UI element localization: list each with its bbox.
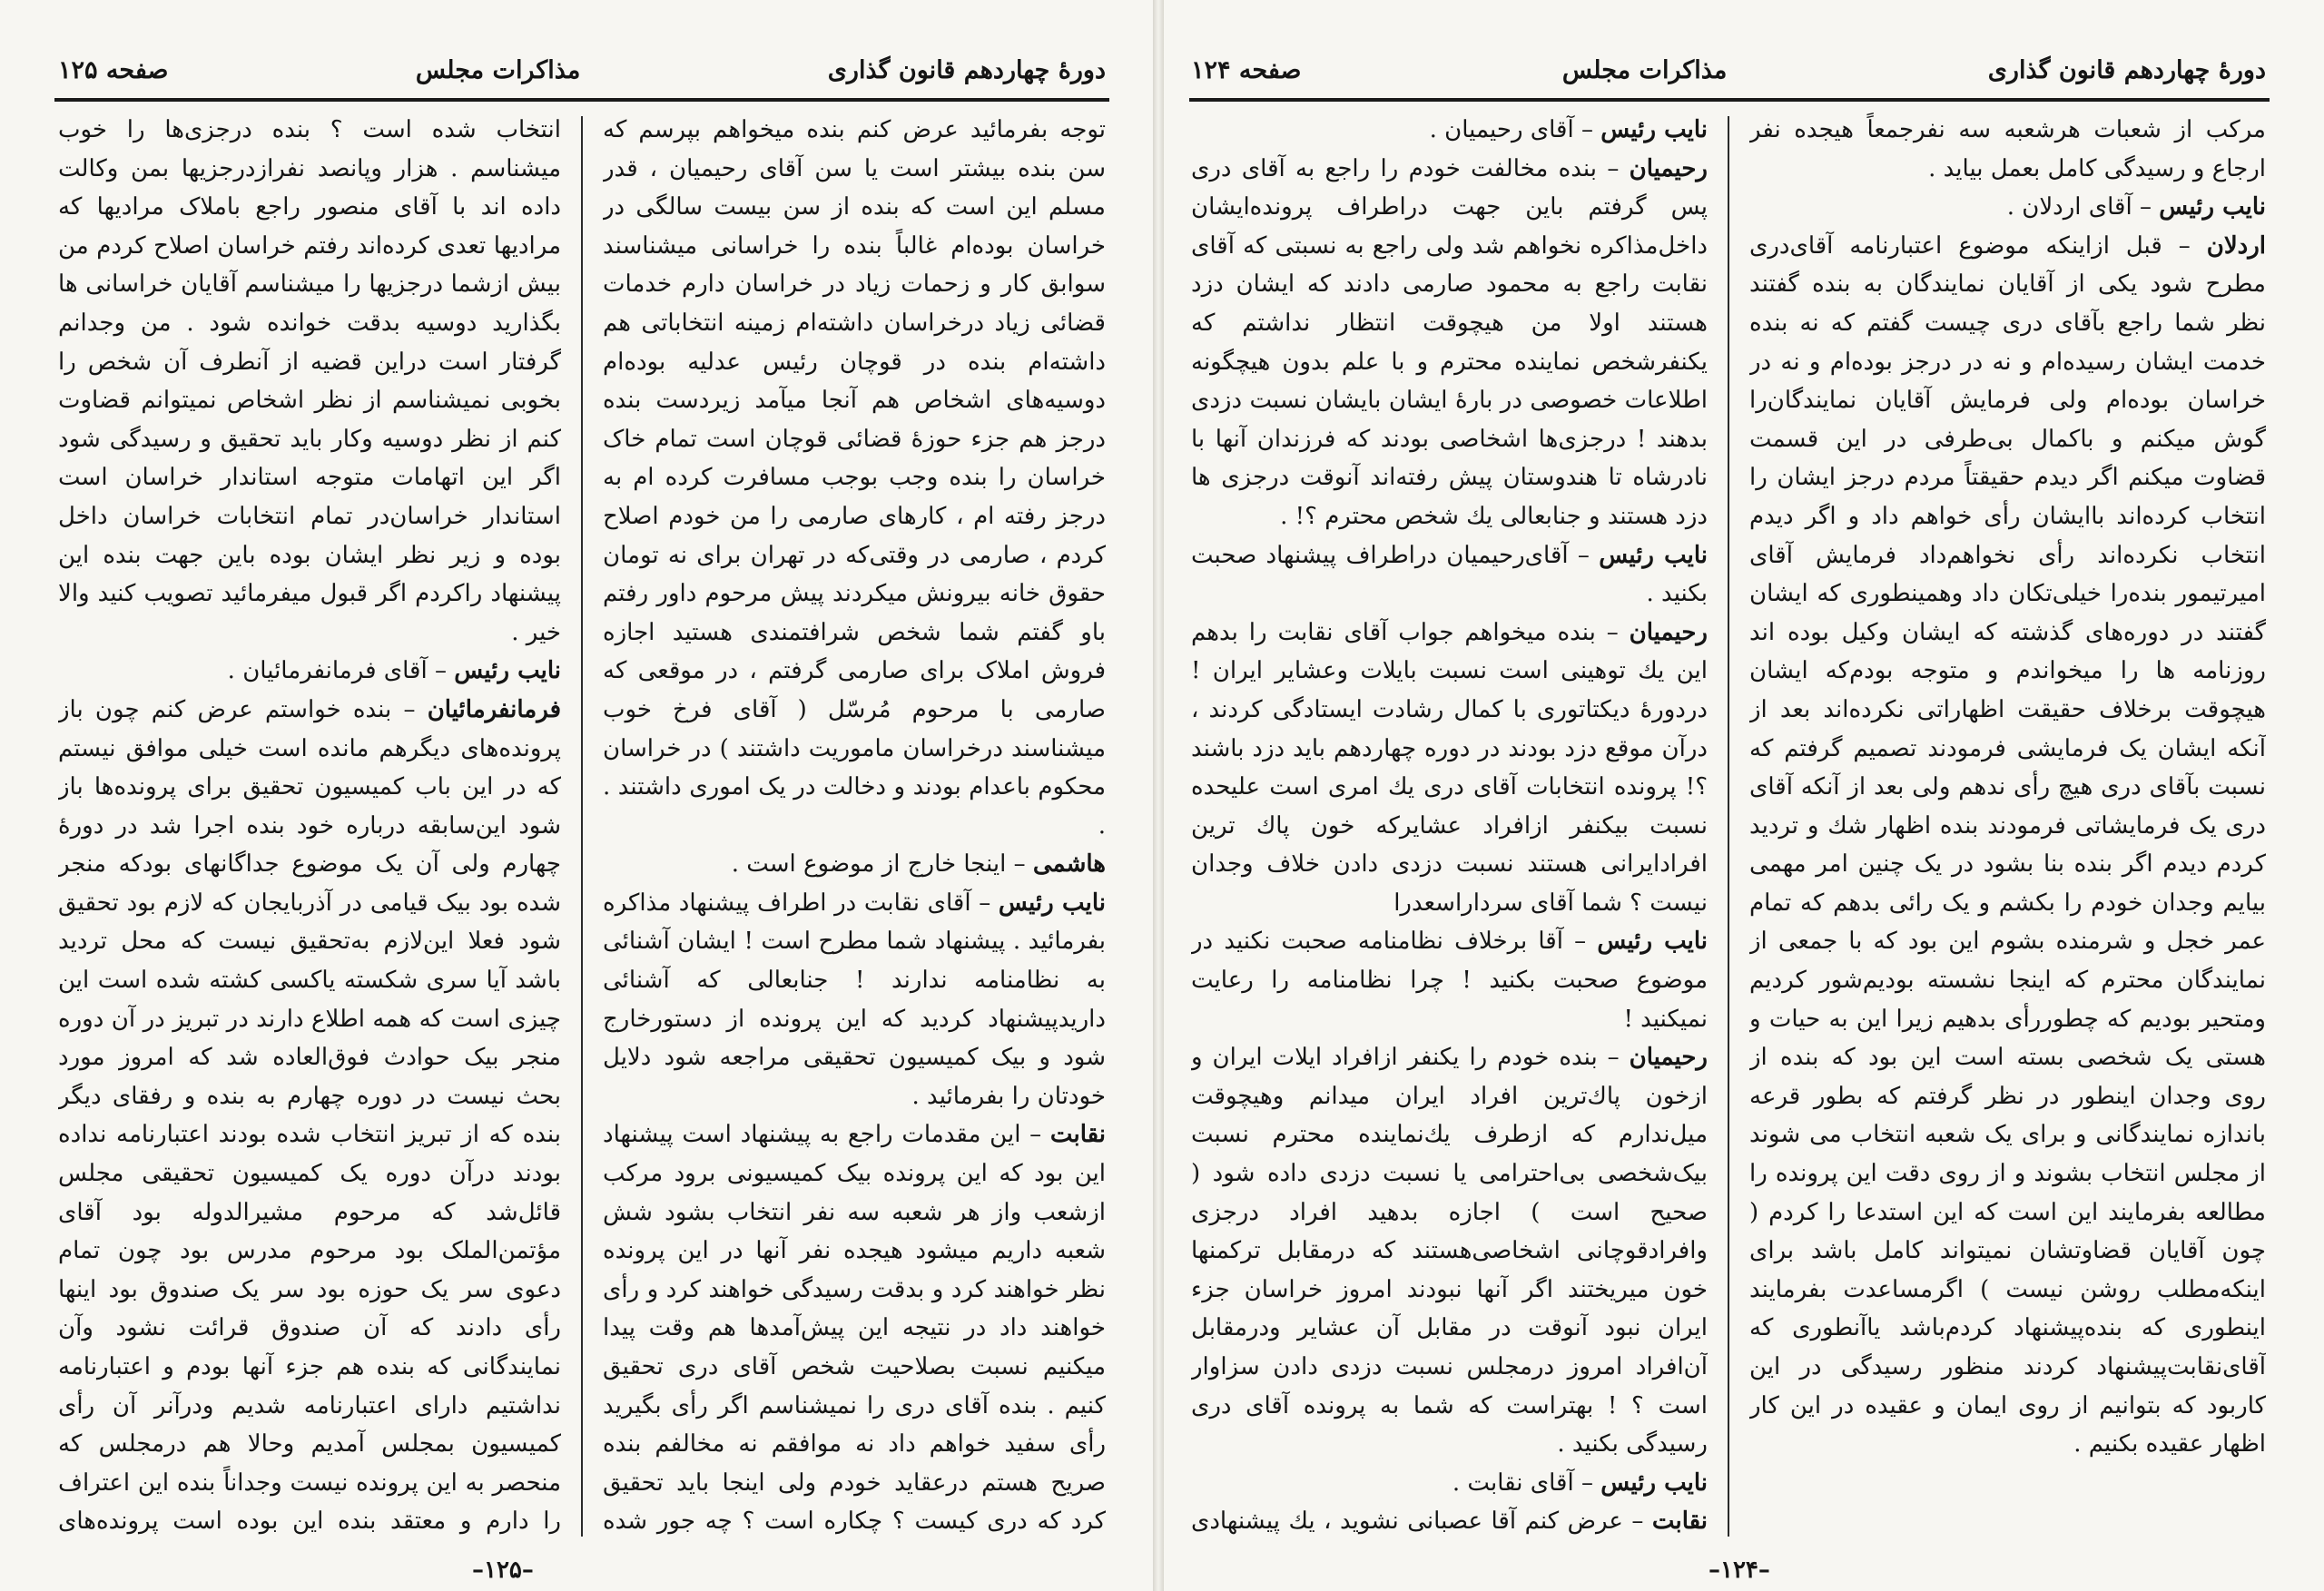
page-header bbox=[1191, 45, 2266, 94]
paragraph-text: – آقای فرمانفرمائیان . bbox=[227, 657, 455, 685]
folio: –۱۲۴– bbox=[1709, 1557, 1770, 1584]
paragraph-text: مرکب از شعبات هرشعبه سه نفرجمعاً هیجده نفر ارجاع و رسیدگی کامل بعمل بیاید . bbox=[1749, 116, 2266, 182]
paragraph-text: – آقای رحیمیان . bbox=[1429, 116, 1601, 143]
column-divider bbox=[1728, 116, 1729, 1537]
chair-statement bbox=[603, 884, 1106, 1116]
header-rule bbox=[54, 98, 1109, 102]
page-124 bbox=[1164, 0, 2324, 1591]
text-paragraph bbox=[58, 111, 561, 652]
paragraph-text: – عرض کنم آقا عصبانی نشوید ، یك پیشنهادی bbox=[1191, 1508, 1644, 1536]
column-right bbox=[1749, 111, 2266, 1537]
paragraph-text: توجه بفرمائید عرض کنم بنده میخواهم بپرسم که سن بنده بیشتر است یا سن آقای رحیمیان ، قدر مسلم این است که بنده از سن بیست سالگی در خراسان بوده‌ام غالباً بنده را خراسانی میشناسند سوابق کار و زحمات زیاد در خراسان دارم خدمات قضائی زیاد درخراسان داشته‌ام زمینه انتخاباتی هم داشته‌ام بنده در قوچان رئیس عدلیه بوده‌ام دوسیه‌های اشخاص هم آنجا میآمد زیردست بنده درجز هم جزء حوزهٔ قضائی قوچان است تمام خاک خراسان را بنده وجب بوجب مسافرت کرده ام به درجز رفته ام ، کارهای صارمی را من خودم اصلاح کردم ، صارمی در وقتی‌که در تهران برای نه تومان حقوق خانه بیرونش میکردند پیش مرحوم داور رفتم باو گفتم شما شخص شرافتمندی هستید اجازه فروش املاک برای صارمی گرفتم ، در موقعی که صارمی با مرحوم مُرسّل ( آقای فرخ خوب میشناسند درخراسان ماموریت داشتند ) در خراسان محکوم باعدام بودند و دخالت در یک اموری داشتند . . bbox=[603, 116, 1106, 840]
page-125 bbox=[0, 0, 1153, 1591]
paragraph-text: – بنده میخواهم جواب آقای نقابت را بدهم این یك توهینی است نسبت بایلات وعشایر ایران ! دردورهٔ دیکتاتوری با کمال رشادت ایستادگی کردند ، درآن موقع دزد بودند در دوره چهاردهم باید دزد باشند ؟! پرونده انتخابات آقای دری یك امری است علیحده نسبت بیکنفر ازافراد عشایرکه خون پاك ترین افرادایرانی هستند نسبت دزدی دادن خلاف وجدان نیست ؟ شما آقای سرداراسعدرا bbox=[1191, 618, 1708, 917]
chair-statement bbox=[1191, 1464, 1708, 1503]
speech-paragraph bbox=[1191, 1038, 1708, 1464]
speaker-name: هاشمی bbox=[1032, 850, 1106, 879]
page-number: صفحه ۱۲۵ bbox=[58, 55, 169, 84]
speaker-name: نقابت bbox=[1049, 1121, 1106, 1149]
speaker-name: فرمانفرمائیان bbox=[427, 695, 561, 723]
paragraph-text: – اینجا خارج از موضوع است . bbox=[731, 850, 1033, 879]
text-paragraph bbox=[603, 111, 1106, 845]
session-title: دورهٔ چهاردهم قانون گذاری bbox=[1987, 55, 2266, 84]
paragraph-text: – بنده مخالفت خودم را راجع به آقای دری پس گرفتم باین جهت دراطراف پرونده‌ایشان داخل‌مذاکره نخواهم شد ولی راجع به نسبتی که آقای نقابت راجع به محمود صارمی دادند که ایشان دزد هستند اولا من هیچوقت انتظار نداشتم که یکنفرشخص نماینده محترم و با علم بدون هیچگونه اطلاعات خصوصی در بارهٔ ایشان بایشان نسبت دزدی بدهند ! درجزی‌ها اشخاصی بودند که فرزندان آنها با نادرشاه تا هندوستان پیش رفته‌اند آنوقت درجزی ها دزد هستند و جنابعالی یك شخص محترم ؟! . bbox=[1191, 154, 1708, 530]
speech-paragraph bbox=[58, 691, 561, 1537]
speaker-name: نقابت bbox=[1651, 1508, 1708, 1536]
speaker-name: نایب رئیس bbox=[454, 657, 561, 685]
text-columns bbox=[58, 111, 1106, 1537]
speech-paragraph bbox=[1749, 227, 2266, 1464]
header-rule bbox=[1189, 98, 2270, 102]
speech-paragraph bbox=[603, 1115, 1106, 1537]
text-paragraph bbox=[1749, 111, 2266, 188]
chair-statement bbox=[58, 652, 561, 691]
column-divider bbox=[581, 116, 583, 1537]
speech-paragraph bbox=[1191, 1502, 1708, 1537]
speaker-name: نایب رئیس bbox=[1600, 1468, 1708, 1497]
column-left bbox=[58, 111, 561, 1537]
section-title: مذاکرات مجلس bbox=[1561, 55, 1728, 84]
paragraph-text: انتخاب شده است ؟ بنده درجزی‌ها را خوب میشناسم . هزار وپانصد نفرازدرجزیها بمن وکالت داده اند با آقای منصور راجع باملاک مرادیها که مرادیها تعدی کرده‌اند رفتم خراسان اصلاح کردم من بیش ازشما درجزیها را میشناسم آقایان خراسانی ها بگذارید دوسیه بدقت خوانده شود . من وجدانم گرفتار است دراین قضیه از آنطرف آن شخص را بخوبی نمیشناسم از نظر اشخاص نمیتوانم قضاوت کنم از نظر دوسیه وکار باید تحقیق و رسیدگی شود اگر این اتهامات متوجه استاندار خراسان است استاندار خراسان‌در تمام انتخابات خراسان داخل بوده و زیر نظر ایشان بوده باین جهت بنده این پیشنهاد راکردم اگر قبول میفرمائید تصویب کنید والا خیر . bbox=[58, 116, 561, 646]
paragraph-text: – آقای نقابت . bbox=[1452, 1468, 1601, 1497]
paragraph-text: – بنده خواستم عرض کنم چون باز پرونده‌های دیگرهم مانده است خیلی موافق نیستم که در این باب کمیسیون تحقیق برای پرونده‌ها باز شود این‌سابقه درباره خود بنده اجرا شد در دورهٔ چهارم ولی آن یک موضوع جداگانهای بودکه منجر شده بود بیک قیامی در آذربایجان که لازم بود تحقیق شود فعلا این‌لازم به‌تحقیق نیست که محل تردید باشد آیا سری شکسته یاکسی کشته شده است این چیزی است که همه اطلاع دارند در تبریز در آن دوره منجر بیک حوادث فوق‌العاده شد که امروز مورد بحث نیست در دوره چهارم به بنده و رفقای دیگر بنده که از تبریز انتخاب شده بودند اعتبارنامه نداده بودند درآن دوره یک کمیسیون تحقیقی مجلس قائل‌شد که مرحوم مشیرالدوله بود آقای مؤتمن‌الملک بود مرحوم مدرس بود چون تمام دعوی سر یک حوزه بود سر یک صندوق بود اینها رأی دادند که آن صندوق قرائت نشود وآن نمایندگانی که بنده هم جزء آنها بودم و اعتبارنامه نداشتیم دارای اعتبارنامه شدیم ودرآنر آن رأی کمیسیون بمجلس آمدیم وحالا هم درمجلس که منحصر به این پرونده نیست وجداناً بنده این اعتراف را دارم و معتقد بنده این بوده است پرونده‌های bbox=[58, 695, 561, 1536]
column-right bbox=[603, 111, 1106, 1537]
speaker-name: رحیمیان bbox=[1629, 154, 1708, 182]
speech-paragraph bbox=[1191, 150, 1708, 536]
speaker-name: رحیمیان bbox=[1629, 1044, 1708, 1072]
session-title: دورهٔ چهاردهم قانون گذاری bbox=[827, 55, 1106, 84]
speaker-name: رحیمیان bbox=[1629, 618, 1708, 646]
column-left bbox=[1191, 111, 1708, 1537]
section-title: مذاکرات مجلس bbox=[415, 55, 581, 84]
paragraph-text: – این مقدمات راجع به پیشنهاد است پیشنهاد این بود که این پرونده بیک کمیسیونی برود مرکب ازشعب واز هر شعبه سه نفر انتخاب بشود شش شعبه داریم میشود هیجده نفر آنها در این پرونده نظر خواهند کرد و بدقت رسیدگی خواهند کرد و رأی خواهند داد در نتیجه این پیش‌آمدها هم وقت پیدا میکنیم نسبت بصلاحیت شخص آقای دری تحقیق کنیم . بنده آقای دری را نمیشناسم اگر رأی بگیرید رأی سفید خواهم داد نه موافقم نه مخالفم بنده صریح هستم درعقاید خودم ولی اینجا باید تحقیق کرد که دری کیست ؟ چکاره است ؟ چه جور شده bbox=[603, 1121, 1106, 1536]
chair-statement bbox=[1191, 536, 1708, 614]
speaker-name: نایب رئیس bbox=[1600, 116, 1708, 143]
speaker-name: نایب رئیس bbox=[998, 889, 1106, 917]
paragraph-text: – آقای اردلان . bbox=[2006, 193, 2160, 221]
paragraph-text: – آقا برخلاف نظامنامه صحبت نکنید در موضوع صحبت بکنید ! چرا نظامنامه را رعایت نمیکنید ! bbox=[1191, 928, 1708, 1033]
speaker-name: اردلان bbox=[2206, 231, 2266, 260]
paragraph-text: – قبل ازاینکه موضوع اعتبارنامه آقای‌دری مطرح شود یکی از آقایان نمایندگان به بنده گفتند نظر شما راجع بآقای دری چیست گفتم که نه بنده خدمت ایشان رسیده‌ام و نه در درجز بوده‌ام و نه در خراسان بوده‌ام ولی فرمایش آقایان نمایندگان‌را گوش میکنم و باکمال بی‌طرفی در این قسمت قضاوت میکنم اگر دیدم حقیقتاً مردم درجز ایشان را انتخاب کرده‌اند باایشان رأی خواهم داد و اگر دیدم انتخاب نکرده‌اند رأی نخواهم‌داد فرمایش آقای امیرتیمور بنده‌را خیلی‌تکان داد وهمینطوری که ایشان گفتند در دوره‌های گذشته که ایشان وکیل بوده اند روزنامه ها را میخواندم و متوجه بودم‌که ایشان هیچوقت برخلاف حقیقت اظهاراتی نکرده‌اند بعد از آنکه ایشان یک فرمایشی فرمودند تصمیم گرفتم که نسبت بآقای دری هیچ رأی ندهم ولی بعد از آنکه آقای دری یک فرمایشاتی فرمودند بنده اظهار شك و تردید کردم دیدم اگر بنده بنا بشود در یک چنین امر مهمی بیایم وجدان خودم را بکشم و یک رائی بدهم که تمام عمر خجل و شرمنده بشوم این بود که با جمعی از نمایندگان محترم که اینجا نشسته بودیم‌شور کردیم ومتحیر بودیم که چطوررأی بدهیم زیرا این به حیات و هستی یک شخصی بسته است این بود که بنده از روی وجدان اینطور در نظر گرفتم که بطور قرعه باندازه نمایندگانی و برای یک شعبه انتخاب می شوند از مجلس انتخاب بشوند و از روی دقت این پرونده را مطالعه بفرمایند این است که این استدعا را کردم ( چون آقایان قضاوتشان نمیتواند کامل باشد برای اینکه‌مطلب روشن نیست ) اگرمساعدت بفرمایند اینطوری که بنده‌پیشنهاد کردم‌باشد یاآنطوری که آقای‌نقابت‌پیشنهاد کردند منظور رسیدگی در این کاربود که بتوانیم از روی ایمان و عقیده در این کار اظهار عقیده بکنیم . bbox=[1749, 231, 2266, 1458]
speaker-name: نایب رئیس bbox=[2159, 193, 2266, 221]
page-header bbox=[58, 45, 1106, 94]
paragraph-text: – بنده خودم را یکنفر ازافراد ایلات ایران و ازخون پاك‌ترین افراد ایران میدانم وهیچوقت میل‌ندارم که ازطرف یك‌نماینده محترم نسبت بیک‌شخصی بی‌احترامی یا نسبت دزدی داده شود ( صحیح است ) اجازه بدهید افراد درجزی وافرادقوچانی اشخاصی‌هستند که درمقابل ترکمنها خون میریختند اگر آنها نبودند امروز خراسان جزء ایران نبود آنوقت در مقابل آن عشایر ودرمقابل آن‌افراد امروز درمجلس نسبت دزدی دادن سزاوار است ؟ ! بهتراست که شما به پرونده آقای دری رسیدگی بکنید . bbox=[1191, 1044, 1708, 1458]
speech-paragraph bbox=[603, 845, 1106, 884]
speaker-name: نایب رئیس bbox=[1599, 541, 1708, 569]
text-columns bbox=[1191, 111, 2266, 1537]
folio: –۱۲۵– bbox=[472, 1557, 534, 1584]
page-number: صفحه ۱۲۴ bbox=[1191, 55, 1302, 84]
chair-statement bbox=[1191, 922, 1708, 1038]
chair-statement bbox=[1191, 111, 1708, 150]
paragraph-text: – آقای نقابت در اطراف پیشنهاد مذاکره بفرمائید . پیشنهاد شما مطرح است ! ایشان آشنائی به نظامنامه ندارند ! جنابعالی که آشنائی داریدپیشنهاد کردید که این پرونده از دستورخارج شود و بیک کمیسیون تحقیقی مراجعه شود دلایل خودتان را بفرمائید . bbox=[603, 889, 1106, 1110]
speaker-name: نایب رئیس bbox=[1597, 928, 1708, 956]
speech-paragraph bbox=[1191, 614, 1708, 923]
book-gutter bbox=[1153, 0, 1164, 1591]
chair-statement bbox=[1749, 188, 2266, 227]
paragraph-text: – آقای‌رحیمیان دراطراف پیشنهاد صحبت بکنید . bbox=[1191, 541, 1708, 608]
